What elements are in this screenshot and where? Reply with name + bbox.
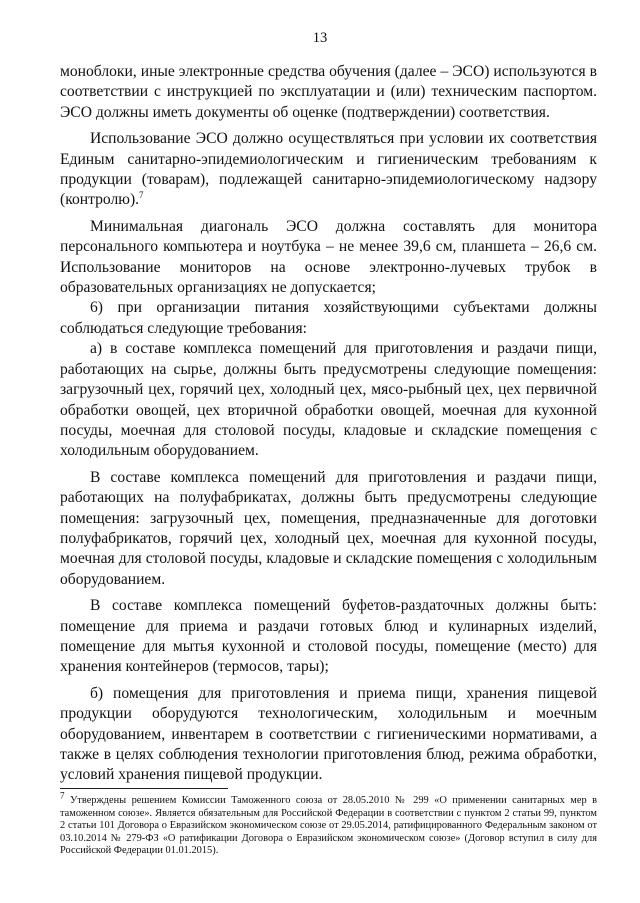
paragraph-item-6b: б) помещения для приготовления и приема пищи, хранения пищевой продукции оборудуются технологическим, холодильным и моечным оборудованием, инвентарем в соответствии с гигиеническими нормативами, а также в целях соблюдения технологии приготовления блюд, режима обработки, условий хранения пищевой продукции. [60, 684, 597, 784]
body-text [60, 62, 597, 786]
footnote [60, 790, 597, 858]
paragraph-semi-finished: В составе комплекса помещений для приготовления и раздачи пищи, работающих на полуфабрикатах, должны быть предусмотрены следующие помещения: загрузочный цех, помещения, предназначенные для доготовки полуфабрикатов, горячий цех, холодный цех, моечная для кухонной посуды, моечная для столовой посуды, кладовые и складские помещения с холодильным оборудованием. [60, 468, 597, 588]
footnote-reference: 7 [139, 190, 144, 201]
paragraph-text: Использование ЭСО должно осуществляться при условии их соответствия Единым санитарно-эпидемиологическим и гигиеническим требованиям к продукции (товарам), подлежащей санитарно-эпидемиологическому надзору (контролю). [60, 130, 597, 209]
paragraph-eso-requirements [60, 129, 597, 211]
paragraph-buffets: В составе комплекса помещений буфетов-раздаточных должны быть: помещение для приема и раздачи готовых блюд и кулинарных изделий, помещение для мытья кухонной и столовой посуды, помещение (место) для хранения контейнеров (термосов, тары); [60, 597, 597, 676]
footnote-text: Утверждены решением Комиссии Таможенного союза от 28.05.2010 № 299 «О применении санитарных мер в таможенном союзе». Является обязательным для Российской Федерации в соответствии с пунктом 2 статьи 99, пунктом 2 статьи 101 Договора о Евразийском экономическом союзе от 29.05.2014, ратифицированного Федеральным законом от 03.10.2014 № 279-ФЗ «О ратификации Договора о Евразийском экономическом союзе» (Договор вступил в силу для Российской Федерации 01.01.2015). [60, 795, 597, 857]
page-number: 13 [312, 30, 328, 46]
paragraph-item-6a: а) в составе комплекса помещений для приготовления и раздачи пищи, работающих на сырье, должны быть предусмотрены следующие помещения: загрузочный цех, горячий цех, холодный цех, мясо-рыбный цех, цех первичной обработки овощей, цех вторичной обработки овощей, моечная для кухонной посуды, моечная для столовой посуды, кладовые и складские помещения с холодильным оборудованием. [60, 340, 597, 460]
paragraph-eso-usage: моноблоки, иные электронные средства обучения (далее – ЭСО) используются в соответствии с инструкцией по эксплуатации и (или) техническим паспортом. ЭСО должны иметь документы об оценке (подтверждении) соответствия. [60, 63, 597, 121]
paragraph-min-diagonal: Минимальная диагональ ЭСО должна составлять для монитора персонального компьютера и ноутбука – не менее 39,6 см, планшета – 26,6 см. Использование мониторов на основе электронно-лучевых трубок в образовательных организациях не допускается; [60, 217, 597, 297]
footnote-divider [60, 788, 228, 789]
footnote-marker: 7 [60, 790, 65, 801]
paragraph-item-6: 6) при организации питания хозяйствующими субъектами должны соблюдаться следующие требования: [60, 299, 597, 337]
